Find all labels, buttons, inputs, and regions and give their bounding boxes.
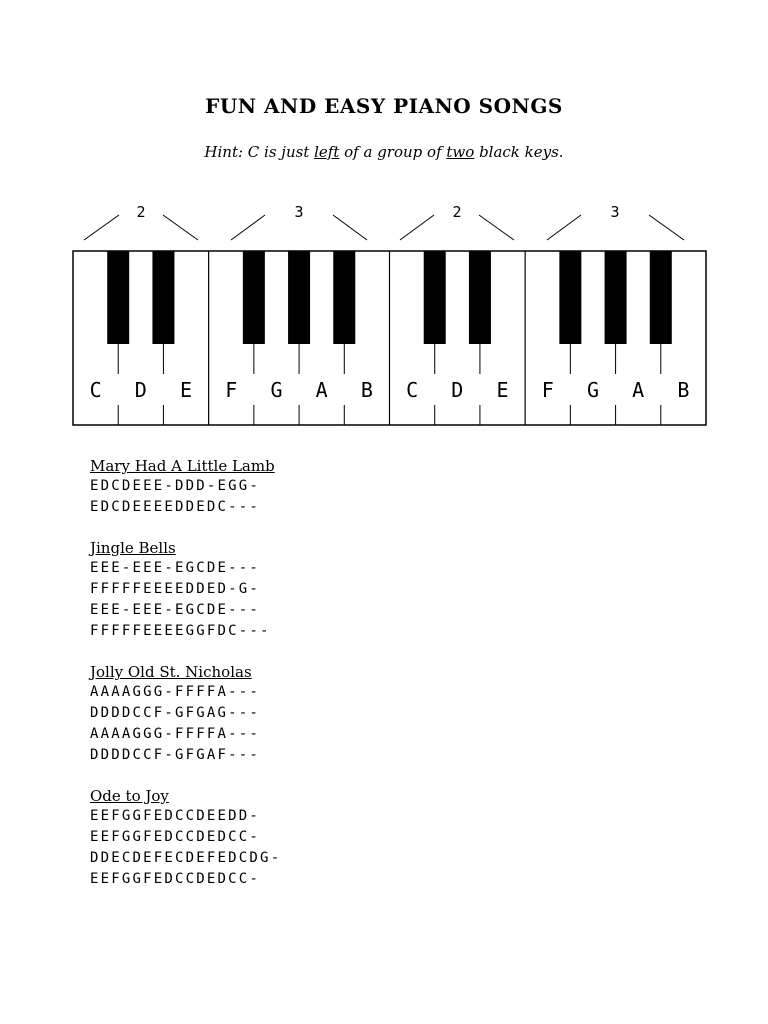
hint-prefix: Hint: C is just (204, 143, 315, 161)
white-key-label: B (677, 378, 690, 402)
black-key (288, 251, 310, 344)
song-line: EDCDEEE-DDD-EGG- (90, 478, 261, 494)
group-bracket-line (231, 215, 265, 240)
white-key-label: E (496, 378, 509, 402)
black-key (559, 251, 581, 344)
hint-suffix: black keys. (474, 143, 564, 161)
song-title: Mary Had A Little Lamb (90, 457, 275, 475)
white-key-label: B (360, 378, 373, 402)
white-key-label: F (225, 378, 238, 402)
hint-middle: of a group of (339, 143, 447, 161)
black-key-group-count: 2 (136, 203, 146, 221)
black-key-group-count: 3 (610, 203, 620, 221)
song-jolly-old-st-nicholas (90, 662, 690, 766)
songs-list (90, 456, 690, 910)
group-bracket-line (400, 215, 434, 240)
song-title: Jolly Old St. Nicholas (90, 663, 252, 681)
black-key (469, 251, 491, 344)
song-jingle-bells (90, 538, 690, 642)
black-key (152, 251, 174, 344)
song-title: Ode to Joy (90, 787, 169, 805)
black-key (243, 251, 265, 344)
song-line: FFFFFEEEEDDED-G- (90, 581, 261, 597)
song-line: DDDDCCF-GFGAF--- (90, 747, 261, 763)
page-title: FUN AND EASY PIANO SONGS (205, 94, 563, 118)
song-line: DDECDEFECDEFEDCDG- (90, 850, 282, 866)
hint-word-left: left (314, 143, 340, 161)
white-key-label: E (180, 378, 193, 402)
song-mary-had-a-little-lamb (90, 456, 690, 518)
song-title: Jingle Bells (90, 539, 176, 557)
song-line: EEFGGFEDCCDEDCC- (90, 871, 261, 887)
black-key-group-count: 2 (452, 203, 462, 221)
song-line: EEE-EEE-EGCDE--- (90, 560, 261, 576)
group-bracket-line (479, 215, 514, 240)
piano-keyboard-diagram (0, 0, 768, 440)
song-line: EEE-EEE-EGCDE--- (90, 602, 261, 618)
song-line: DDDDCCF-GFGAG--- (90, 705, 261, 721)
black-key (333, 251, 355, 344)
song-line: EEFGGFEDCCDEEDD- (90, 808, 261, 824)
group-bracket-line (84, 215, 119, 240)
group-bracket-line (547, 215, 581, 240)
group-bracket-line (163, 215, 198, 240)
black-key (424, 251, 446, 344)
white-key-label: D (134, 378, 147, 402)
hint-word-two: two (446, 143, 475, 161)
white-key-label: G (270, 378, 283, 402)
black-key (605, 251, 627, 344)
song-ode-to-joy (90, 786, 690, 890)
black-key-group-count: 3 (294, 203, 304, 221)
song-line: EDCDEEEEDDEDC--- (90, 499, 261, 515)
black-key (650, 251, 672, 344)
white-key-label: A (315, 378, 328, 402)
white-key-label: A (632, 378, 645, 402)
group-bracket-line (333, 215, 367, 240)
group-bracket-line (649, 215, 684, 240)
song-line: FFFFFEEEEGGFDC--- (90, 623, 271, 639)
song-line: AAAAGGG-FFFFA--- (90, 684, 261, 700)
white-key-label: C (89, 378, 102, 402)
white-key-label: G (586, 378, 599, 402)
black-key (107, 251, 129, 344)
white-key-label: C (406, 378, 419, 402)
white-key-label: D (451, 378, 464, 402)
white-key-label: F (541, 378, 554, 402)
song-line: EEFGGFEDCCDEDCC- (90, 829, 261, 845)
song-line: AAAAGGG-FFFFA--- (90, 726, 261, 742)
